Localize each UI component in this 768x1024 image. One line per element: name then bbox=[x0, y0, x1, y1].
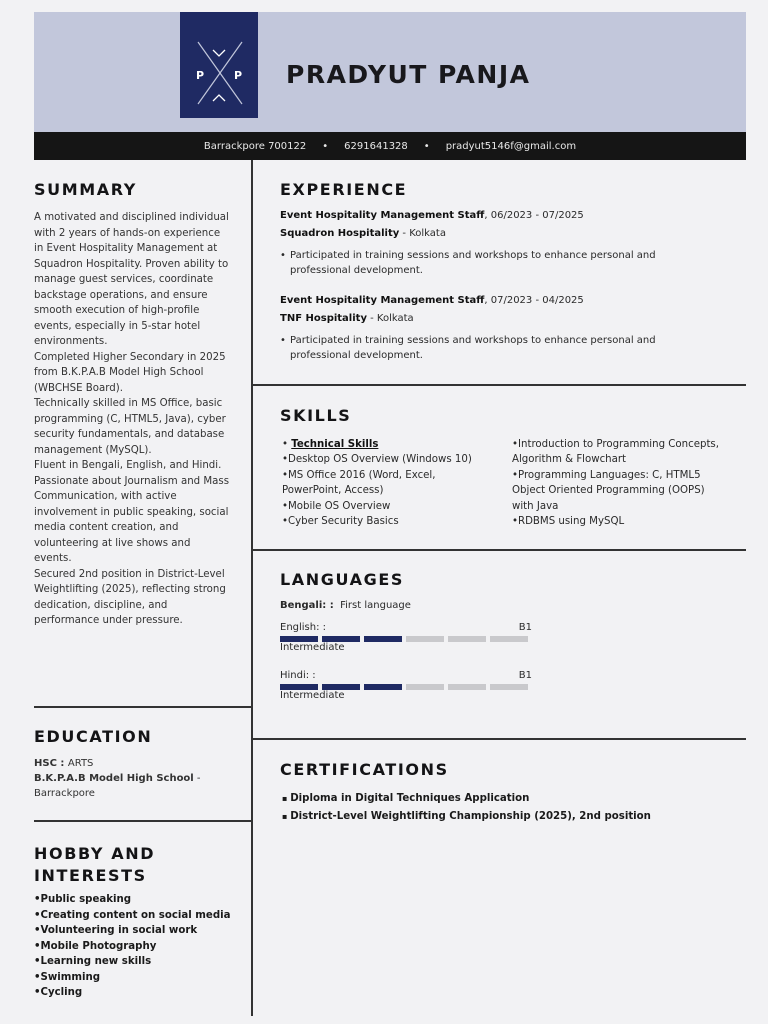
education-title: EDUCATION bbox=[34, 727, 153, 746]
experience-entry bbox=[280, 207, 720, 278]
contact-bar bbox=[34, 132, 746, 160]
skill-item: PowerPoint, Access) bbox=[282, 485, 384, 497]
list-item: •Mobile Photography bbox=[34, 940, 157, 952]
language-code: B1 bbox=[518, 622, 532, 633]
proficiency-bar-empty bbox=[406, 684, 444, 690]
language-name: English: : bbox=[280, 622, 327, 633]
job-company: Squadron Hospitality bbox=[280, 228, 400, 239]
logo-letter-left: P bbox=[196, 69, 205, 82]
skill-item: •Cyber Security Basics bbox=[282, 516, 399, 528]
language-name: Hindi: : bbox=[280, 670, 316, 681]
hobbies-list bbox=[34, 892, 234, 1001]
summary-paragraph: Completed Higher Secondary in 2025 from B.K.P.A.B Model High School (WBCHSE Board). bbox=[34, 351, 226, 394]
summary-divider bbox=[34, 706, 251, 708]
list-item: •Volunteering in social work bbox=[34, 925, 198, 936]
logo-letter-right: P bbox=[234, 69, 243, 82]
skill-item: •Introduction to Programming Concepts, bbox=[512, 439, 719, 450]
proficiency-bar-empty bbox=[406, 636, 444, 642]
languages-divider bbox=[252, 738, 746, 740]
job-dates: , 06/2023 - 07/2025 bbox=[484, 210, 584, 221]
skills-column-left: • Technical Skills •Desktop OS Overview (Windows 10) •MS Office 2016 (Word, Excel, PowerPoint, Access) •Mobile OS Overview •Cyber Security Basics bbox=[282, 437, 472, 529]
job-location: - Kolkata bbox=[399, 228, 446, 239]
language-hindi bbox=[280, 670, 532, 701]
list-item: •Swimming bbox=[34, 971, 101, 983]
skills-divider bbox=[252, 549, 746, 551]
contact-separator: • bbox=[423, 140, 430, 152]
summary-paragraph: Technically skilled in MS Office, basic programming (C, HTML5, Java), cyber security fundamentals, and database management (MySQL). bbox=[34, 398, 226, 456]
contact-phone[interactable]: 6291641328 bbox=[344, 140, 408, 152]
education-location: Barrackpore bbox=[34, 788, 95, 799]
monogram-logo bbox=[180, 12, 258, 118]
list-item: ▪ District-Level Weightlifting Championship (2025), 2nd position bbox=[282, 808, 651, 826]
proficiency-bar-filled bbox=[364, 636, 402, 642]
skill-item: •RDBMS using MySQL bbox=[512, 516, 625, 528]
certifications-title: CERTIFICATIONS bbox=[280, 760, 449, 779]
column-divider bbox=[251, 160, 253, 1016]
education-stream: ARTS bbox=[67, 758, 94, 769]
education-level: HSC bbox=[34, 758, 57, 769]
language-name: Bengali: : bbox=[280, 600, 334, 611]
proficiency-bar-empty bbox=[448, 684, 486, 690]
languages-title: LANGUAGES bbox=[280, 570, 404, 589]
summary-body bbox=[34, 210, 230, 629]
skill-item: •Programming Languages: C, HTML5 bbox=[512, 469, 701, 481]
education-entry: HSC : ARTS B.K.P.A.B Model High School - Barrackpore bbox=[34, 758, 201, 799]
job-dates: , 07/2023 - 04/2025 bbox=[484, 295, 584, 306]
language-label: Intermediate bbox=[280, 642, 345, 653]
language-native bbox=[280, 600, 532, 611]
proficiency-bar-filled bbox=[364, 684, 402, 690]
skill-item: •Desktop OS Overview (Windows 10) bbox=[282, 454, 472, 466]
education-school: B.K.P.A.B Model High School bbox=[34, 773, 194, 784]
skill-item: •Mobile OS Overview bbox=[282, 500, 391, 512]
certifications-list bbox=[282, 790, 651, 826]
skill-item: •MS Office 2016 (Word, Excel, bbox=[282, 469, 436, 481]
summary-paragraph: Fluent in Bengali, English, and Hindi. bbox=[34, 460, 222, 471]
summary-paragraph: Secured 2nd position in District-Level Weightlifting (2025), reflecting strong dedication, discipline, and performance under pressure. bbox=[34, 568, 226, 626]
list-item: •Public speaking bbox=[34, 894, 132, 905]
monogram-lines-icon bbox=[180, 12, 258, 118]
job-location: - Kolkata bbox=[366, 313, 414, 324]
list-item: •Learning new skills bbox=[34, 956, 152, 967]
skill-item: Algorithm & Flowchart bbox=[512, 454, 627, 466]
skill-item: Object Oriented Programming (OOPS) bbox=[512, 485, 705, 497]
skills-title: SKILLS bbox=[280, 406, 352, 425]
experience-divider bbox=[252, 384, 746, 386]
list-item: •Cycling bbox=[34, 987, 83, 998]
list-item: ▪ Diploma in Digital Techniques Application bbox=[282, 790, 651, 808]
language-label: Intermediate bbox=[280, 690, 345, 701]
candidate-name: PRADYUT PANJA bbox=[286, 60, 531, 89]
language-level: First language bbox=[340, 600, 411, 611]
summary-title: SUMMARY bbox=[34, 180, 137, 199]
proficiency-bar-empty bbox=[490, 684, 528, 690]
skills-column-right bbox=[512, 437, 719, 529]
contact-separator: • bbox=[322, 140, 329, 152]
skill-item: with Java bbox=[512, 500, 559, 512]
contact-location: Barrackpore 700122 bbox=[203, 140, 307, 152]
hobbies-title: HOBBY AND INTERESTS bbox=[34, 844, 156, 885]
job-company: TNF Hospitality bbox=[280, 313, 367, 324]
experience-title: EXPERIENCE bbox=[280, 180, 408, 199]
proficiency-bar-empty bbox=[490, 636, 528, 642]
education-divider bbox=[34, 820, 251, 822]
job-role: Event Hospitality Management Staff bbox=[280, 210, 485, 221]
job-bullet: • Participated in training sessions and workshops to enhance personal and professional development. bbox=[280, 248, 715, 278]
contact-email[interactable]: pradyut5146f@gmail.com bbox=[445, 140, 577, 152]
technical-skills-heading: Technical Skills bbox=[291, 439, 379, 450]
experience-entry bbox=[280, 292, 720, 363]
language-code: B1 bbox=[518, 670, 532, 681]
list-item: •Creating content on social media bbox=[34, 909, 231, 921]
language-english bbox=[280, 622, 532, 653]
job-bullet: • Participated in training sessions and workshops to enhance personal and professional development. bbox=[280, 333, 715, 363]
job-role: Event Hospitality Management Staff bbox=[280, 295, 485, 306]
summary-paragraph: Passionate about Journalism and Mass Communication, with active involvement in public speaking, social media content creation, and volunteering at live shows and events. bbox=[34, 475, 230, 564]
summary-paragraph: A motivated and disciplined individual with 2 years of hands-on experience in Event Hospitality Management at Squadron Hospitality. Proven ability to manage guest services, coordinate backstage operations, and ensure smooth execution of high-profile events, especially in 5-star hotel environments. bbox=[34, 212, 229, 347]
proficiency-bar-empty bbox=[448, 636, 486, 642]
